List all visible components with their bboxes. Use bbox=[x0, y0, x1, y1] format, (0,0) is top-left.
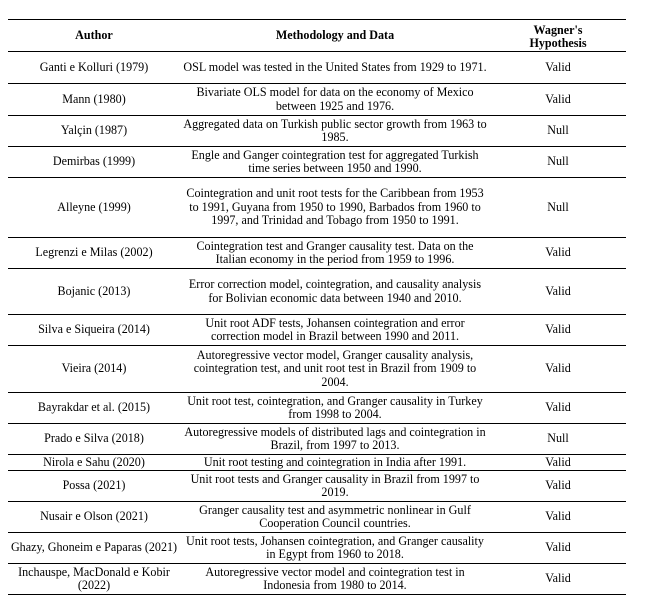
table-row bbox=[8, 346, 626, 393]
hypothesis-cell: Valid bbox=[545, 322, 571, 337]
hypothesis-cell: Valid bbox=[545, 478, 571, 493]
author-cell: Bayrakdar et al. (2015) bbox=[37, 400, 151, 415]
hypothesis-cell: Null bbox=[547, 154, 569, 169]
author-cell: Bojanic (2013) bbox=[57, 283, 131, 298]
table-row bbox=[8, 455, 626, 471]
table-row bbox=[8, 147, 626, 178]
methodology-cell: Error correction model, cointegration, and causality analysis for Bolivian economic data between 1940 and 2010. bbox=[188, 277, 482, 305]
hypothesis-cell: Valid bbox=[545, 454, 571, 469]
header-row bbox=[8, 20, 626, 52]
methodology-cell: Autoregressive models of distributed lags and cointegration in Brazil, from 1997 to 2013. bbox=[184, 424, 486, 452]
hypothesis-cell: Valid bbox=[545, 361, 571, 376]
author-cell: Demirbas (1999) bbox=[52, 154, 136, 169]
methodology-cell: Unit root tests, Johansen cointegration, and Granger causality in Egypt from 1960 to 2018. bbox=[186, 533, 484, 561]
author-cell: Ghazy, Ghoneim e Paparas (2021) bbox=[10, 540, 178, 555]
hypothesis-cell: Valid bbox=[545, 540, 571, 555]
table-row bbox=[8, 471, 626, 502]
hypothesis-cell: Valid bbox=[545, 400, 571, 415]
table-row bbox=[8, 269, 626, 315]
hypothesis-cell: Null bbox=[547, 123, 569, 138]
author-cell: Silva e Siqueira (2014) bbox=[38, 322, 150, 337]
header-author: Author bbox=[8, 20, 180, 52]
methodology-cell: Unit root ADF tests, Johansen cointegration and error correction model in Brazil between 1990 and 2011. bbox=[205, 315, 465, 343]
author-cell: Mann (1980) bbox=[62, 91, 126, 106]
table-row bbox=[8, 564, 626, 595]
author-cell: Vieira (2014) bbox=[61, 361, 127, 376]
hypothesis-cell: Valid bbox=[545, 571, 571, 586]
hypothesis-cell: Valid bbox=[545, 245, 571, 260]
author-cell: Yalçin (1987) bbox=[60, 123, 128, 138]
table-row bbox=[8, 238, 626, 269]
hypothesis-cell: Null bbox=[547, 431, 569, 446]
header-methodology: Methodology and Data bbox=[180, 20, 490, 52]
table-row bbox=[8, 178, 626, 238]
literature-review-table bbox=[8, 19, 626, 595]
literature-table-container bbox=[8, 19, 626, 595]
table-row bbox=[8, 52, 626, 84]
methodology-cell: Granger causality test and asymmetric nonlinear in Gulf Cooperation Council countries. bbox=[199, 502, 471, 530]
methodology-cell: Bivariate OLS model for data on the economy of Mexico between 1925 and 1976. bbox=[196, 85, 474, 113]
author-cell: Legrenzi e Milas (2002) bbox=[35, 245, 153, 260]
header-hypothesis bbox=[490, 20, 626, 52]
methodology-cell: Cointegration and unit root tests for the Caribbean from 1953 to 1991, Guyana from 1950 to 1990, Barbados from 1960 to 1997, and Trinidad and Tobago from 1950 to 1991. bbox=[186, 186, 484, 228]
table-header bbox=[8, 20, 626, 52]
hypothesis-cell: Valid bbox=[545, 509, 571, 524]
hypothesis-cell: Valid bbox=[545, 91, 571, 106]
table-row bbox=[8, 116, 626, 147]
table-row bbox=[8, 424, 626, 455]
table-row bbox=[8, 502, 626, 533]
methodology-cell: Autoregressive vector model and cointegration test in Indonesia from 1980 to 2014. bbox=[205, 564, 465, 592]
hypothesis-cell: Null bbox=[547, 199, 569, 214]
methodology-cell: Unit root test, cointegration, and Granger causality in Turkey from 1998 to 2004. bbox=[187, 393, 483, 421]
header-hypothesis-line1: Wagner's bbox=[533, 23, 583, 37]
table-row bbox=[8, 315, 626, 346]
methodology-cell: Unit root testing and cointegration in India after 1991. bbox=[203, 454, 467, 469]
methodology-cell: Autoregressive vector model, Granger causality analysis, cointegration test, and unit root test in Brazil from 1909 to 2004. bbox=[193, 347, 477, 389]
author-cell: Ganti e Kolluri (1979) bbox=[39, 59, 149, 74]
table-row bbox=[8, 84, 626, 116]
header-hypothesis-line2: Hypothesis bbox=[529, 35, 587, 50]
table-row bbox=[8, 393, 626, 424]
table-row bbox=[8, 533, 626, 564]
methodology-cell: Cointegration test and Granger causality test. Data on the Italian economy in the period from 1959 to 1996. bbox=[196, 238, 474, 266]
methodology-cell: Unit root tests and Granger causality in Brazil from 1997 to 2019. bbox=[190, 471, 480, 499]
methodology-cell: Engle and Ganger cointegration test for aggregated Turkish time series between 1950 and 1990. bbox=[191, 147, 479, 175]
hypothesis-cell: Valid bbox=[545, 283, 571, 298]
hypothesis-cell: Valid bbox=[545, 59, 571, 74]
author-cell: Prado e Silva (2018) bbox=[44, 431, 144, 446]
author-cell: Possa (2021) bbox=[62, 478, 126, 493]
author-cell: Inchauspe, MacDonald e Kobir (2022) bbox=[18, 564, 170, 592]
author-cell: Alleyne (1999) bbox=[57, 199, 131, 214]
methodology-cell: OSL model was tested in the United States from 1929 to 1971. bbox=[183, 59, 487, 74]
table-body bbox=[8, 52, 626, 595]
author-cell: Nusair e Olson (2021) bbox=[40, 509, 148, 524]
author-cell: Nirola e Sahu (2020) bbox=[43, 454, 145, 469]
methodology-cell: Aggregated data on Turkish public sector growth from 1963 to 1985. bbox=[183, 116, 487, 144]
